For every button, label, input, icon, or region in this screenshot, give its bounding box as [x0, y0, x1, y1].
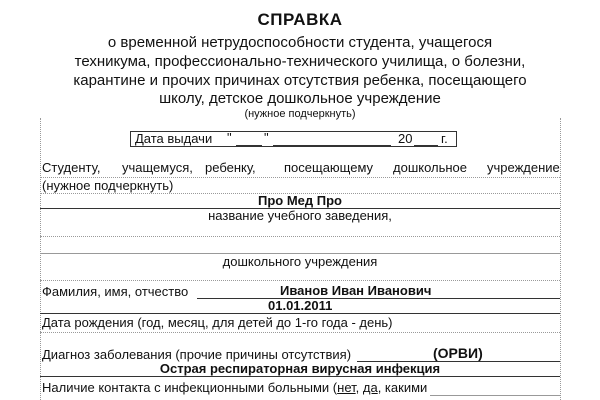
issue-quote-close: " — [264, 130, 269, 145]
issue-year-prefix: 20 — [398, 131, 413, 146]
preschool-word: дошкольное — [393, 160, 468, 175]
issue-quote-open: " — [227, 130, 232, 145]
issue-year-field[interactable] — [414, 145, 438, 146]
divider — [40, 280, 560, 281]
student-word: Студенту, — [42, 160, 101, 175]
divider — [40, 236, 560, 237]
contact-field[interactable] — [430, 395, 560, 396]
title-note: (нужное подчеркнуть) — [244, 108, 356, 120]
fio-value[interactable]: Иванов Иван Иванович — [280, 283, 432, 298]
issue-year-suffix: г. — [441, 131, 448, 146]
title-line-4: школу, детское дошкольное учреждение — [159, 90, 441, 107]
divider — [40, 332, 560, 333]
diagnosis-full[interactable]: Острая респираторная вирусная инфекция — [159, 361, 441, 376]
title-line-3: карантине и прочих причинах отсутствия ребенка, посещающего — [73, 72, 527, 89]
document-title: СПРАВКА — [257, 10, 343, 29]
preschool-caption: дошкольного учреждения — [222, 254, 378, 269]
underline-note: (нужное подчеркнуть) — [42, 178, 174, 193]
dob-value[interactable]: 01.01.2011 — [268, 298, 333, 313]
issue-day-field[interactable] — [236, 145, 262, 146]
issue-date-label: Дата выдачи — [135, 131, 213, 146]
institution-word: учреждение — [487, 160, 560, 175]
diagnosis-label: Диагноз заболевания (прочие причины отсутствия) — [42, 347, 352, 362]
issue-month-field[interactable] — [273, 145, 391, 146]
title-line-1: о временной нетрудоспособности студента, учащегося — [107, 34, 493, 51]
contact-separator: , — [355, 380, 363, 395]
contact-label: Наличие контакта с инфекционными больными ( — [42, 380, 338, 395]
pupil-word: учащемуся, — [122, 160, 193, 175]
contact-no-option[interactable]: нет — [337, 380, 356, 395]
fio-underline — [197, 298, 560, 299]
fio-label: Фамилия, имя, отчество — [42, 284, 189, 299]
contact-yes-option[interactable]: да — [362, 380, 378, 395]
dob-label: Дата рождения (год, месяц, для детей до 1-го года - день) — [42, 315, 393, 330]
diagnosis-short[interactable]: (ОРВИ) — [433, 345, 483, 361]
child-word: ребенку, — [205, 160, 256, 175]
institution-caption: название учебного заведения, — [208, 208, 392, 223]
attending-word: посещающему — [284, 160, 374, 175]
contact-line — [42, 380, 427, 395]
title-line-2: техникума, профессионально-технического училища, о болезни, — [74, 53, 526, 70]
institution-value[interactable]: Про Мед Про — [258, 193, 342, 208]
diagnosis-full-underline — [40, 376, 560, 377]
dob-underline — [40, 313, 560, 314]
contact-end: , какими — [377, 380, 428, 395]
